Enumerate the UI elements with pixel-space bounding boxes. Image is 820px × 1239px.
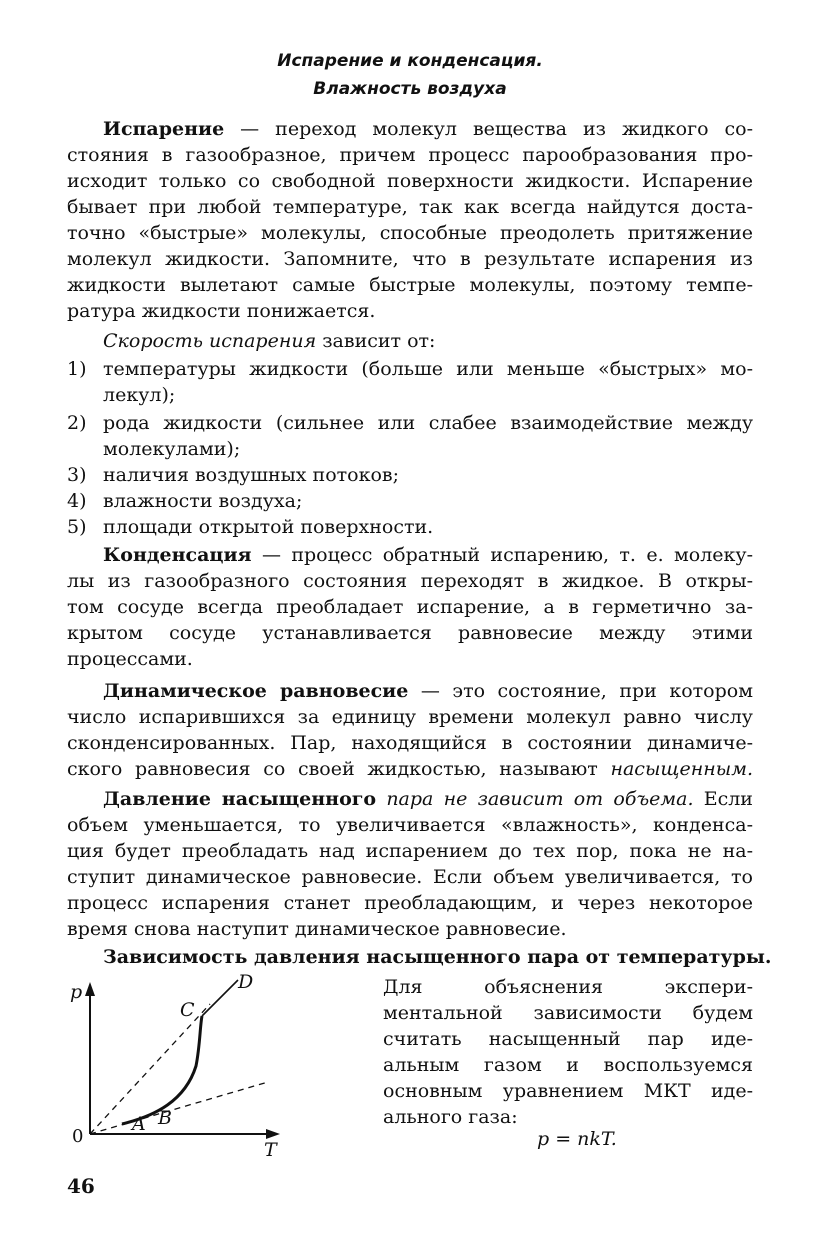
p4-line-4: ступит динамическое равновесие. Если объем увеличивается, то <box>67 866 753 888</box>
pressure-temperature-graph <box>60 966 290 1166</box>
p5-line-3: считать насыщенный пар иде- <box>383 1028 753 1050</box>
list-item-cont: лекул); <box>103 384 176 406</box>
y-axis-label: p <box>70 981 83 1003</box>
p4-line-3: ция будет преобладать над испарением до тех пор, пока не на- <box>67 840 753 862</box>
p3-line-2: число испарившихся за единицу времени молекул равно числу <box>67 706 753 728</box>
p2-line-4: крытом сосуде устанавливается равновесие между этими <box>67 622 753 644</box>
p1-line-5: точно «быстрые» молекулы, способные преодолеть притяжение <box>67 222 753 244</box>
origin-label: 0 <box>72 1126 84 1147</box>
list-item: 1) температуры жидкости (больше или меньше «быстрых» мо- <box>67 358 753 380</box>
p1-line-7: жидкости вылетают самые быстрые молекулы, поэтому темпе- <box>67 274 753 296</box>
term-saturated-pressure: Давление насыщенного <box>103 788 377 810</box>
x-axis-label: T <box>264 1139 277 1161</box>
speed-intro: Скорость испарения зависит от: <box>103 330 436 352</box>
p5-line-5: основным уравнением МКТ иде- <box>383 1080 753 1102</box>
section-heading: Зависимость давления насыщенного пара от температуры. <box>103 946 772 968</box>
list-item: 2) рода жидкости (сильнее или слабее взаимодействие между <box>67 412 753 434</box>
point-label-d: D <box>238 971 254 993</box>
p2-line-2: лы из газообразного состояния переходят в жидкое. В откры- <box>67 570 753 592</box>
page-title-line-2: Влажность воздуха <box>313 79 507 99</box>
curve-extension-d <box>202 980 238 1016</box>
p4-line-1: Давление насыщенного пара не зависит от объема. Если <box>103 788 753 810</box>
p1-line-1: Испарение — переход молекул вещества из жидкого со- <box>103 118 753 140</box>
p2-line-3: том сосуде всегда преобладает испарение, а в герметично за- <box>67 596 753 618</box>
term-dynamic-equilibrium: Динамическое равновесие <box>103 680 409 702</box>
p3-line-4: ского равновесия со своей жидкостью, называют насыщенным. <box>67 758 753 780</box>
p4-line-6: время снова наступит динамическое равновесие. <box>67 918 567 940</box>
p3-line-1: Динамическое равновесие — это состояние, при котором <box>103 680 753 702</box>
p5-line-4: альным газом и воспользуемся <box>383 1054 753 1076</box>
page-number: 46 <box>67 1174 95 1198</box>
p2-line-5: процессами. <box>67 648 193 670</box>
p1-line-3: исходит только со свободной поверхности жидкости. Испарение <box>67 170 753 192</box>
p5-line-1: Для объяснения экспери- <box>383 976 753 998</box>
p1-line-6: молекул жидкости. Запомните, что в результате испарения из <box>67 248 753 270</box>
dashed-line-shallow <box>90 1082 268 1134</box>
list-item: 5) площади открытой поверхности. <box>67 516 434 538</box>
y-axis-arrow <box>85 982 95 996</box>
point-label-b: B <box>158 1107 172 1129</box>
p1-line-8: ратура жидкости понижается. <box>67 300 376 322</box>
x-axis-arrow <box>266 1129 280 1139</box>
p4-line-2: объем уменьшается, то увеличивается «влажность», конденса- <box>67 814 753 836</box>
list-item: 4) влажности воздуха; <box>67 490 303 512</box>
formula: p = nkT. <box>537 1128 617 1150</box>
p2-line-1: Конденсация — процесс обратный испарению, т. е. молеку- <box>103 544 753 566</box>
point-label-a: A <box>132 1113 146 1135</box>
p1-line-4: бывает при любой температуре, так как всегда найдутся доста- <box>67 196 753 218</box>
point-label-c: C <box>180 999 195 1021</box>
p5-line-2: ментальной зависимости будем <box>383 1002 753 1024</box>
p3-line-3: сконденсированных. Пар, находящийся в состоянии динамиче- <box>67 732 753 754</box>
p1-line-2: стояния в газообразное, причем процесс парообразования про- <box>67 144 753 166</box>
list-item-cont: молекулами); <box>103 438 241 460</box>
list-item: 3) наличия воздушных потоков; <box>67 464 400 486</box>
term-condensation: Конденсация <box>103 544 252 566</box>
p4-line-5: процесс испарения станет преобладающим, и через некоторое <box>67 892 753 914</box>
term-evaporation: Испарение <box>103 118 225 140</box>
page-title-line-1: Испарение и конденсация. <box>277 51 543 71</box>
p5-line-6: ального газа: <box>383 1106 518 1128</box>
